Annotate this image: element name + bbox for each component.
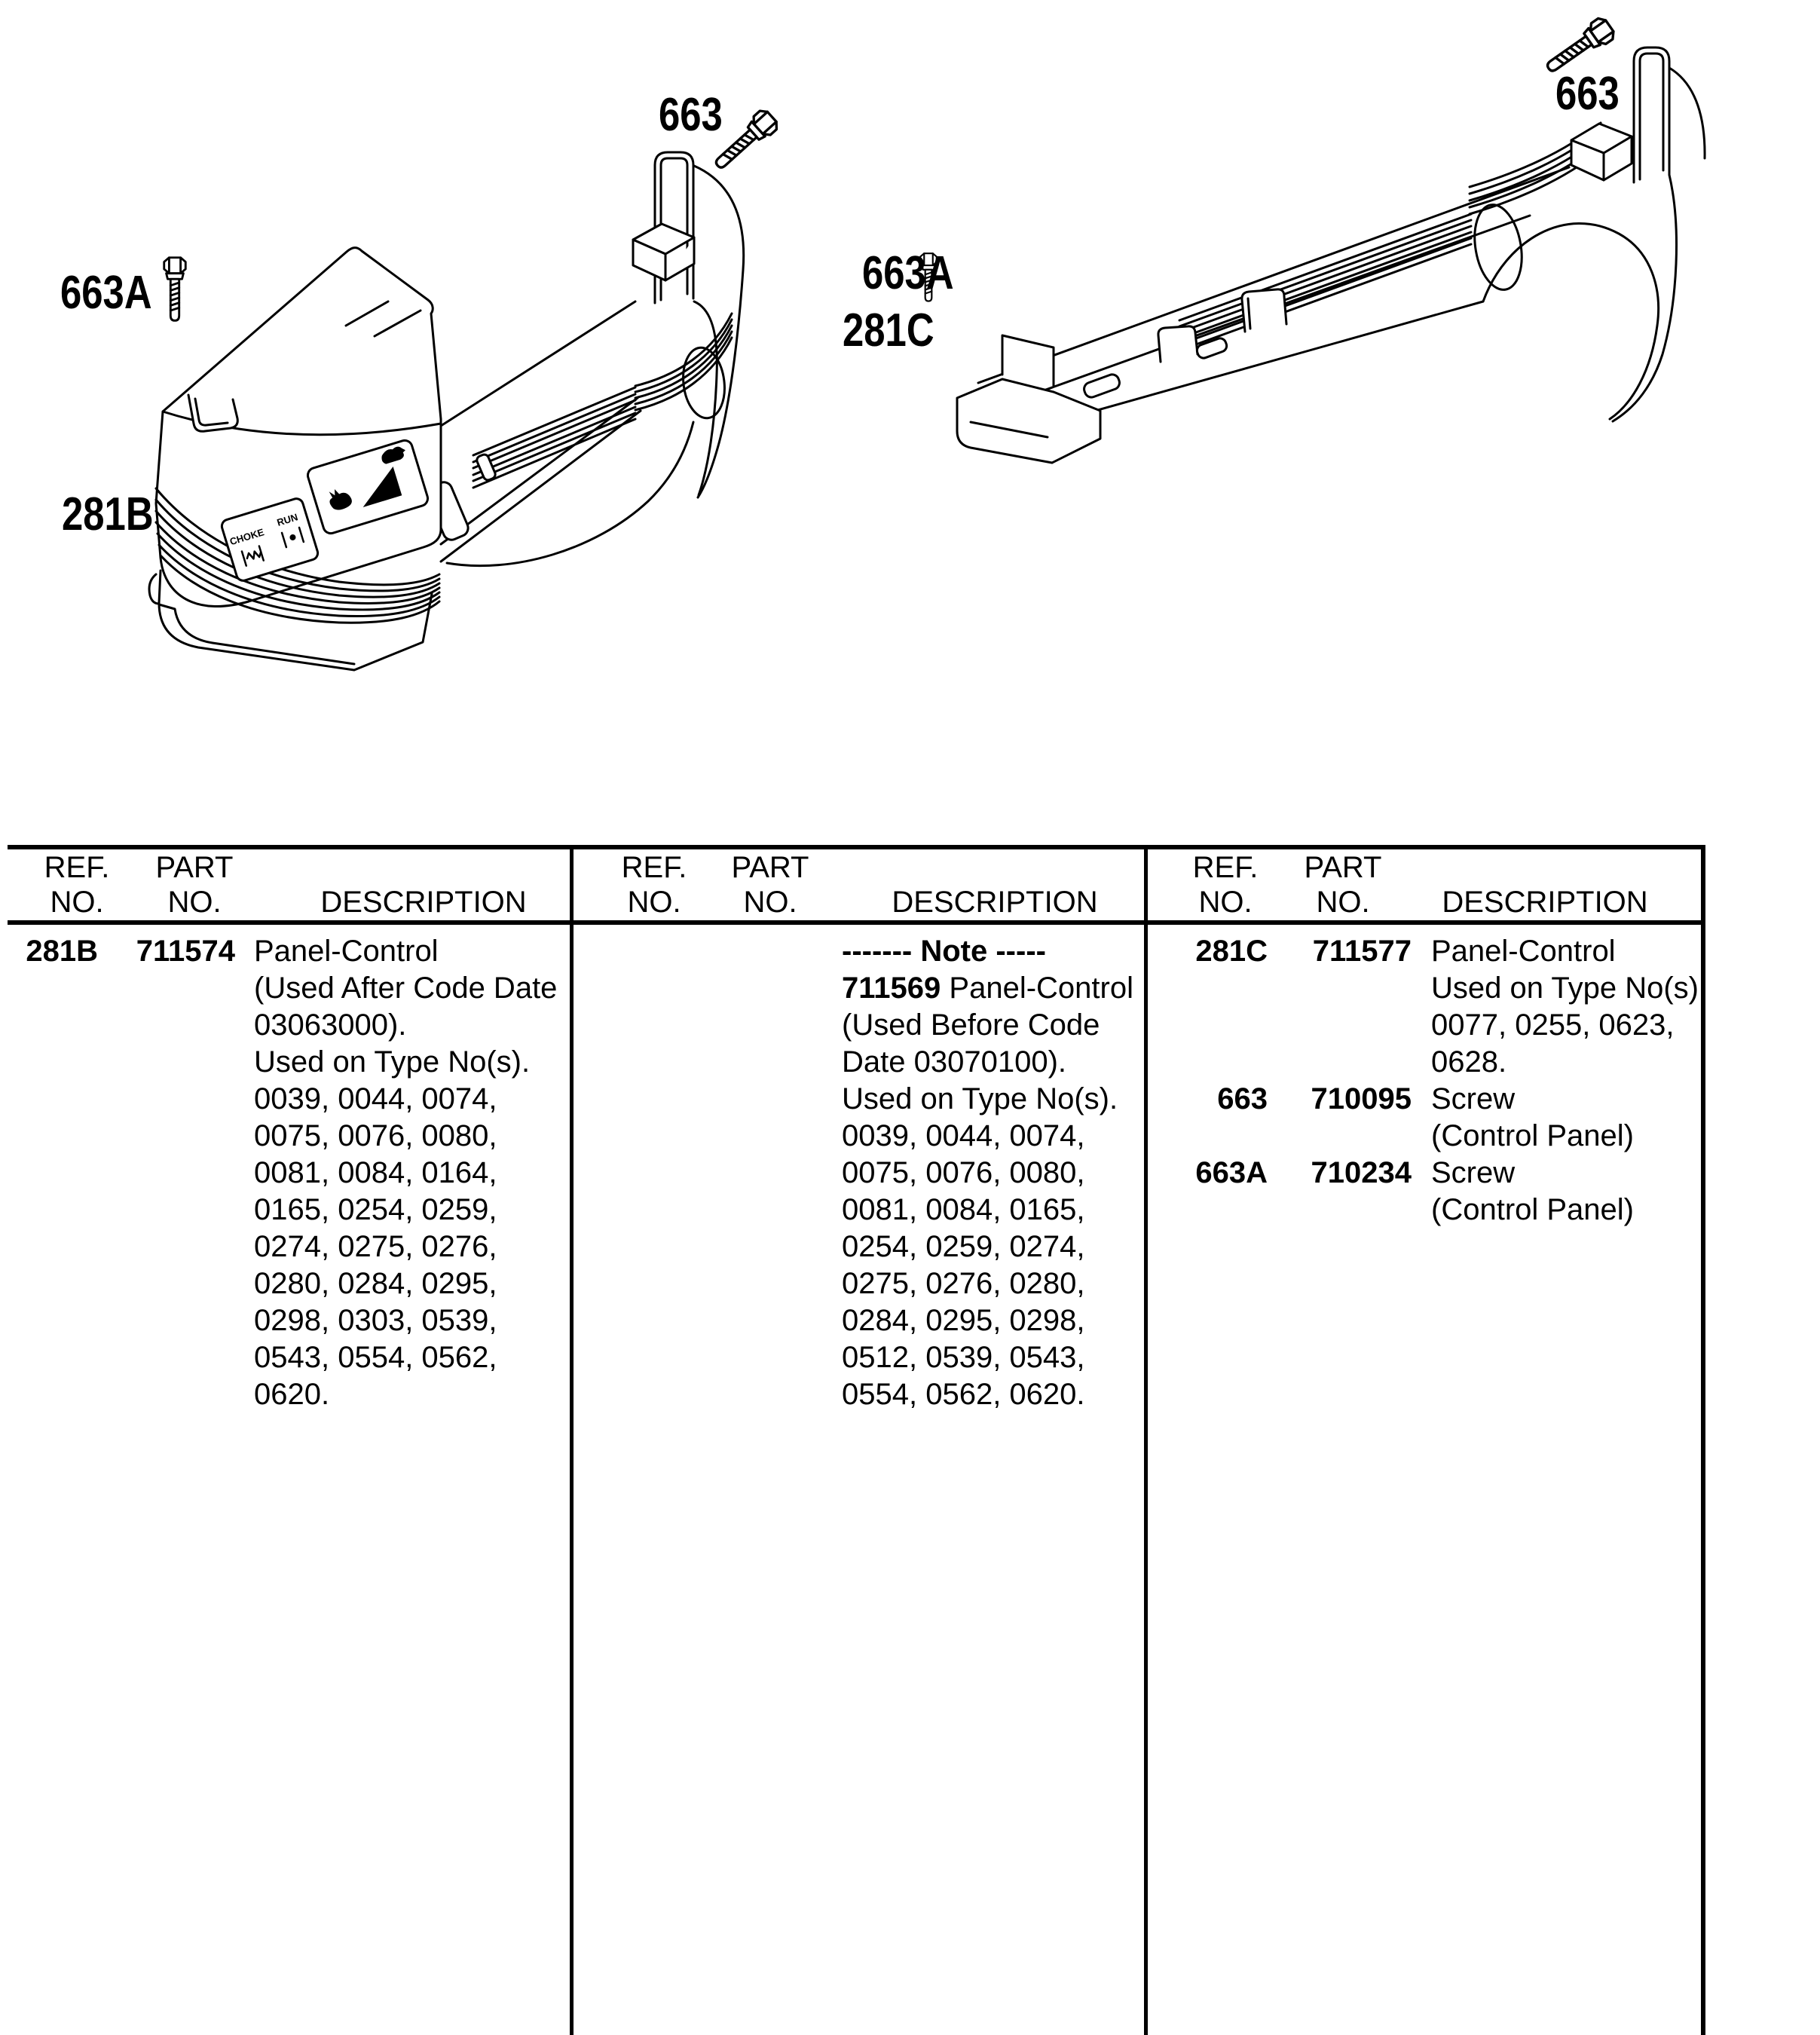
header-ref-no: REF. NO.	[44, 851, 110, 919]
parts-list-column-1	[8, 933, 571, 1413]
diagram-281b	[149, 108, 780, 670]
parts-entry	[571, 933, 1146, 1413]
bracket-arm-left-diagram	[425, 301, 693, 566]
header-description: DESCRIPTION	[320, 886, 527, 919]
callout-281b: 281B	[62, 488, 154, 540]
part-no: 711574	[136, 935, 235, 968]
panel-end-left-diagram	[633, 152, 744, 497]
parts-entry	[1146, 933, 1708, 1081]
part-no: 710234	[1311, 1156, 1412, 1189]
callout-663-left: 663	[659, 89, 723, 141]
parts-entry	[8, 933, 571, 1413]
ref-no: 663	[1217, 1082, 1268, 1115]
parts-entry	[1146, 1155, 1702, 1229]
table-header-rule	[8, 920, 1705, 925]
parts-list-column-3	[1146, 933, 1708, 1229]
bracket-foot	[957, 335, 1100, 463]
header-part-no: PART NO.	[731, 851, 809, 919]
ref-no: 281C	[1195, 935, 1268, 968]
ref-no: 281B	[26, 935, 98, 968]
header-ref-no: REF. NO.	[621, 851, 687, 919]
header-description: DESCRIPTION	[1442, 886, 1648, 919]
description: Panel-Control Used on Type No(s). 0077, 0255, 0623, 0628.	[1431, 935, 1708, 1079]
callout-281c: 281C	[843, 304, 934, 357]
ref-no: 663A	[1195, 1156, 1268, 1189]
part-no: 711577	[1312, 935, 1412, 968]
part-no	[662, 933, 799, 1413]
table-top-rule	[8, 845, 1705, 849]
description: Panel-Control (Used After Code Date 03063000). Used on Type No(s). 0039, 0044, 0074, 0075, 0076, 0080, 0081, 0084, 0164, 0165, 0254, 0259, 0274, 0275, 0276, 0280, 0284, 0295, 0298, 0303, 0539, 0543, 0554, 0562, 0620.	[254, 935, 558, 1411]
callout-663a-right: 663A	[862, 247, 954, 299]
choke-label: CHOKE	[228, 526, 266, 548]
header-description: DESCRIPTION	[892, 886, 1098, 919]
description: Screw (Control Panel)	[1431, 1156, 1635, 1226]
part-no: 710095	[1311, 1082, 1412, 1115]
callout-663a-left: 663A	[60, 267, 152, 319]
parts-list-column-2	[571, 933, 1146, 1413]
parts-entry	[1146, 1081, 1702, 1155]
description: Screw (Control Panel)	[1431, 1082, 1635, 1152]
run-label: RUN	[275, 511, 299, 528]
screw-663a-left-icon	[164, 258, 186, 321]
header-part-no: PART NO.	[1304, 851, 1382, 919]
header-ref-no: REF. NO.	[1192, 851, 1259, 919]
header-part-no: PART NO.	[155, 851, 234, 919]
ref-no	[571, 933, 662, 1413]
callout-663-right: 663	[1555, 68, 1620, 120]
mount-block	[1571, 124, 1632, 180]
description: ------- Note ----- 711569 Panel-Control (Used Before Code Date 03070100). Used on Type No(s). 0039, 0044, 0074, 0075, 0076, 0080, 0081, 0084, 0165, 0254, 0259, 0274, 0275, 0276, 0280, 0284, 0295, 0298, 0512, 0539, 0543, 0554, 0562, 0620.	[842, 935, 1133, 1411]
